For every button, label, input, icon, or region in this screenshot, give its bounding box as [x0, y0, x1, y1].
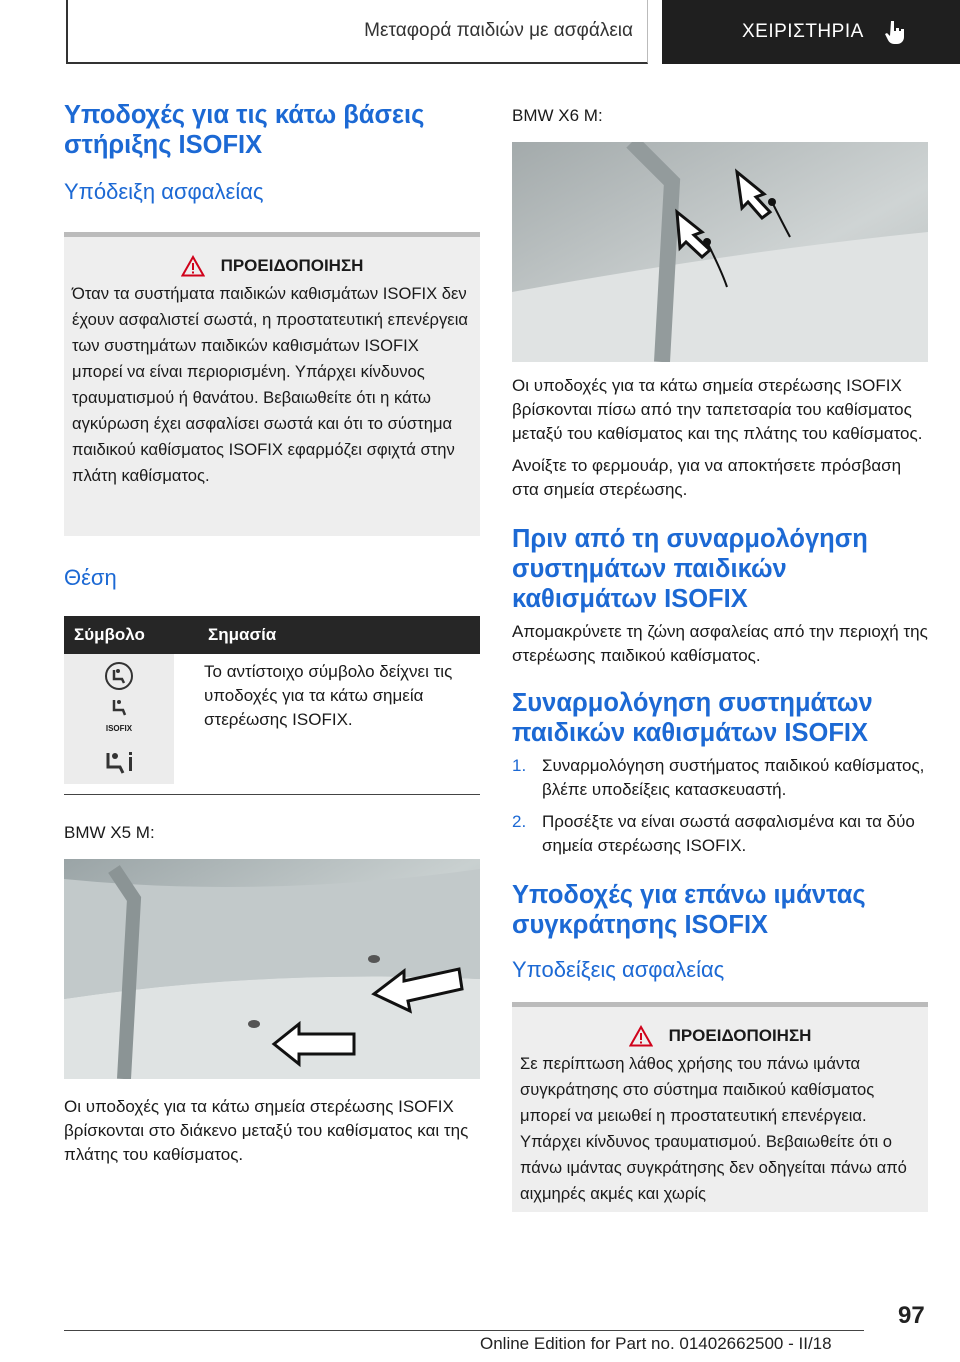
list-item: [512, 810, 928, 858]
x6-label: BMW X6 M:: [512, 106, 603, 125]
step-text: Συναρμολόγηση συστήματος παιδικού καθίσματος, βλέπε υποδείξεις κατασκευαστή.: [542, 756, 925, 799]
table-divider: [64, 794, 480, 795]
header-chapter[interactable]: [662, 0, 960, 64]
list-item: [512, 754, 928, 802]
assembly-title: Συναρμολόγηση συστημάτων παιδικών καθισμάτων ISOFIX: [512, 689, 873, 747]
safety-heading: Υπόδειξη ασφαλείας: [64, 179, 264, 204]
isofix-symbols: [64, 654, 174, 784]
page-number: 97: [898, 1302, 925, 1329]
child-seat-small-icon: [108, 697, 130, 717]
left-column: [64, 100, 480, 1167]
warning-box: [64, 232, 480, 536]
warning-text: Όταν τα συστήματα παιδικών καθισμάτων ISOFIX δεν έχουν ασφαλιστεί σωστά, η προστατευτική επενέργεια των συστημάτων παιδικών καθισμάτων ISOFIX μπορεί να είναι περιορισμένη. Υπάρχει κίνδυνος τραυματισμού ή θανάτου. Βεβαιωθείτε ότι η κάτω αγκύρωση έχει ασφαλίσει σωστά και ότι το σύστημα παιδικού καθίσματος ISOFIX εφαρμόζει σφιχτά στην πλάτη καθίσματος.: [72, 284, 468, 485]
col-symbol: Σύμβολο: [64, 616, 198, 654]
step-text: Προσέξτε να είναι σωστά ασφαλισμένα και τα δύο σημεία στερέωσης ISOFIX.: [542, 812, 915, 855]
warning-title-2: ΠΡΟΕΙΔΟΠΟΙΗΣΗ: [668, 1026, 812, 1045]
before-assembly-text: Απομακρύνετε τη ζώνη ασφαλείας από την περιοχή της στερέωσης παιδικού καθίσματος.: [512, 622, 928, 665]
warning-header: [72, 255, 472, 277]
isofix-badge-label: ISOFIX: [105, 724, 133, 733]
header-section: [66, 0, 648, 64]
child-seat-circle-icon: [104, 661, 134, 691]
step-number: 2.: [512, 812, 527, 831]
upper-tether-title: Υποδοχές για επάνω ιμάντας συγκράτησης ISOFIX: [512, 881, 866, 939]
upper-safety-heading: Υποδείξεις ασφαλείας: [512, 957, 725, 982]
footer-divider: [64, 1330, 864, 1331]
col-meaning: Σημασία: [198, 616, 480, 654]
warning-title: ΠΡΟΕΙΔΟΠΟΙΗΣΗ: [220, 256, 364, 275]
symbol-table: [64, 616, 480, 792]
step-number: 1.: [512, 756, 527, 775]
x5-label: BMW X5 M:: [64, 823, 155, 842]
position-heading: Θέση: [64, 565, 117, 590]
header-chapter-title: ΧΕΙΡΙΣΤΗΡΙΑ: [742, 21, 864, 42]
before-assembly-title: Πριν από τη συναρμολόγηση συστημάτων παιδικών καθισμάτων ISOFIX: [512, 525, 868, 613]
child-seat-info-icon: [102, 747, 136, 777]
warning-text-2: Σε περίπτωση λάθος χρήσης του πάνω ιμάντα συγκράτησης στο σύστημα παιδικού καθίσματος μπορεί να μειωθεί η προστατευτική επενέργεια. Υπάρχει κίνδυνος τραυματισμού. Βεβαιωθείτε ότι ο πάνω ιμάντας συγκράτησης δεν οδηγείται πάνω από αιχμηρές ακμές και χωρίς: [520, 1054, 907, 1203]
x5-caption: Οι υποδοχές για τα κάτω σημεία στερέωσης ISOFIX βρίσκονται στο διάκενο μεταξύ του καθίσματος και της πλάτης του καθίσματος.: [64, 1097, 469, 1164]
assembly-steps: [512, 754, 928, 858]
isofix-lower-title: Υποδοχές για τις κάτω βάσεις στήριξης ISOFIX: [64, 101, 425, 159]
symbol-meaning: Το αντίστοιχο σύμβολο δείχνει τις υποδοχές για τα κάτω σημεία στερέωσης ISOFIX.: [204, 662, 453, 729]
warning-triangle-icon: [629, 1025, 653, 1047]
right-column: [512, 100, 928, 1212]
warning-triangle-icon: [181, 255, 205, 277]
x6-caption: Οι υποδοχές για τα κάτω σημεία στερέωσης ISOFIX βρίσκονται πίσω από την ταπετσαρία του καθίσματος μεταξύ του καθίσματος και της πλάτης του καθίσματος.: [512, 376, 923, 443]
x6-seat-photo: [512, 142, 928, 362]
header-section-title: Μεταφορά παιδιών με ασφάλεια: [364, 20, 633, 41]
warning-header-2: [520, 1025, 920, 1047]
footer-edition: Online Edition for Part no. 01402662500 - II/18: [480, 1334, 832, 1353]
warning-box-2: [512, 1002, 928, 1212]
isofix-badge: [106, 697, 132, 741]
pointing-hand-icon: [882, 19, 908, 45]
x5-seat-photo: [64, 859, 480, 1079]
x6-caption-2: Ανοίξτε το φερμουάρ, για να αποκτήσετε πρόσβαση στα σημεία στερέωσης.: [512, 456, 902, 499]
